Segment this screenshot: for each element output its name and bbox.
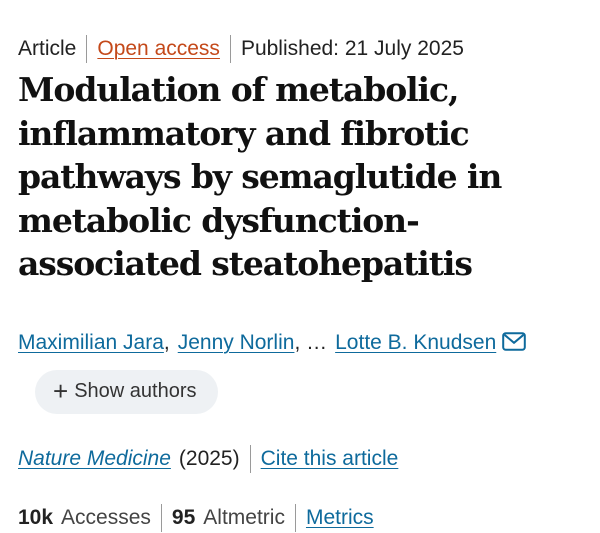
metrics-row: [18, 503, 588, 533]
article-meta: [18, 34, 588, 64]
article-title: Modulation of metabolic, inflammatory and fibrotic pathways by semaglutide in metabolic dysfunction-associated steatohepatitis: [18, 70, 502, 283]
divider: [230, 35, 231, 63]
author-ellipsis: , …: [294, 330, 328, 354]
divider: [295, 504, 296, 532]
published-date: Published: 21 July 2025: [240, 37, 464, 60]
divider: [86, 35, 87, 63]
article-type: Article: [18, 37, 77, 60]
journal-link[interactable]: Nature Medicine: [18, 446, 171, 470]
author-link-first[interactable]: Maximilian Jara: [18, 330, 164, 354]
publication-year: (2025): [178, 446, 240, 470]
metrics-link[interactable]: Metrics: [305, 505, 374, 529]
plus-icon: +: [53, 375, 69, 406]
accesses-label: Accesses: [61, 505, 151, 529]
show-authors-button[interactable]: [35, 370, 218, 414]
citation-row: [18, 444, 588, 474]
accesses-count: 10k: [18, 505, 54, 529]
author-link-last[interactable]: Lotte B. Knudsen: [335, 330, 497, 354]
author-link-second[interactable]: Jenny Norlin: [177, 330, 295, 354]
open-access-link[interactable]: Open access: [97, 37, 220, 60]
show-authors-label: Show authors: [74, 380, 197, 402]
author-separator: ,: [163, 330, 170, 354]
cite-article-link[interactable]: Cite this article: [260, 446, 399, 470]
mail-icon[interactable]: [502, 330, 526, 349]
altmetric-count: 95: [171, 505, 196, 529]
divider: [250, 445, 251, 473]
divider: [161, 504, 162, 532]
author-list: [18, 328, 588, 358]
altmetric-label: Altmetric: [203, 505, 285, 529]
article-header: [18, 34, 588, 533]
